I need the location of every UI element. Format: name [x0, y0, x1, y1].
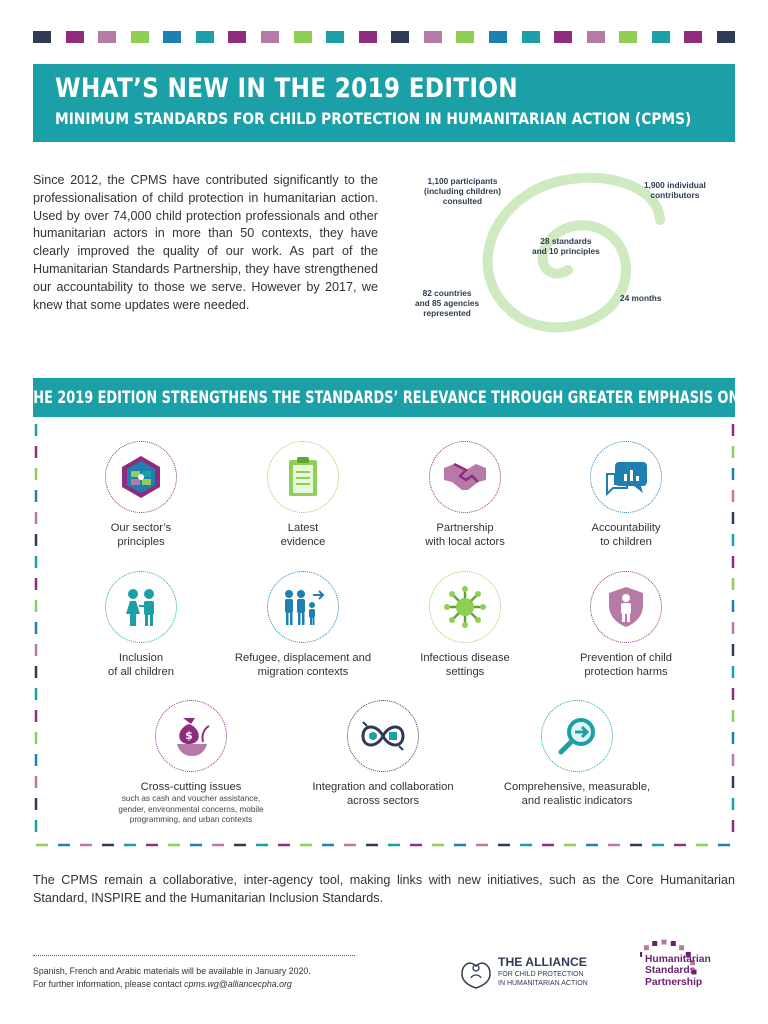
item-inclusion: [56, 571, 226, 680]
spiral-label-countries: 82 countries and 85 agencies represented: [415, 288, 480, 318]
item-label: Inclusion of all children: [108, 652, 174, 679]
spiral-label-participants: 1,100 participants (including children) consulted: [424, 176, 501, 206]
item-label: Cross-cutting issues: [140, 781, 242, 793]
integration-loop-icon: [347, 700, 419, 772]
footer-line-2: [33, 978, 311, 991]
children-icon: [105, 571, 177, 643]
speech-bubbles-icon: [590, 441, 662, 513]
item-partnership: [380, 441, 550, 550]
spiral-label-standards: 28 standards and 10 principles: [532, 236, 600, 256]
money-bag-icon: [155, 700, 227, 772]
closing-paragraph: The CPMS remain a collaborative, inter-agency tool, making links with new initiatives, such as the Core Humanitarian Standard, INSPIRE and the Humanitarian Inclusion Standards.: [33, 873, 735, 905]
hsp-logo-dot: [671, 941, 676, 946]
alliance-hands-icon: [458, 954, 494, 990]
magnifier-arrow-icon: [541, 700, 613, 772]
item-accountability: [541, 441, 711, 550]
family-walking-icon: [267, 571, 339, 643]
item-sublabel: such as cash and voucher assistance, gender, environmental concerns, mobile programming, and urban contexts: [118, 794, 264, 825]
alliance-logo-subtitle: FOR CHILD PROTECTION IN HUMANITARIAN ACTION: [498, 971, 588, 987]
virus-icon: [429, 571, 501, 643]
item-label: Accountability to children: [591, 522, 661, 549]
page-subtitle: MINIMUM STANDARDS FOR CHILD PROTECTION IN HUMANITARIAN ACTION (CPMS): [55, 109, 692, 128]
item-prevention: [541, 571, 711, 680]
item-label: Refugee, displacement and migration contexts: [234, 652, 372, 679]
item-label: Latest evidence: [280, 522, 326, 549]
shield-child-icon: [590, 571, 662, 643]
handshake-icon: [429, 441, 501, 513]
hsp-logo-dot: [662, 940, 667, 945]
contact-email-link[interactable]: cpms.wg@alliancecpha.org: [184, 978, 292, 989]
footer-divider: [33, 955, 355, 956]
spiral-label-contributors: 1,900 individual contributors: [644, 180, 706, 200]
footer-note: [33, 965, 311, 990]
svg-text:$: $: [185, 729, 193, 742]
principles-cube-icon: [105, 441, 177, 513]
clipboard-icon: [267, 441, 339, 513]
item-latest-evidence: [218, 441, 388, 550]
alliance-logo: [458, 952, 603, 992]
alliance-logo-title: THE ALLIANCE: [498, 955, 587, 969]
item-refugee: [218, 571, 388, 680]
hsp-logo-dot: [652, 941, 657, 946]
item-integration: [298, 700, 468, 809]
footer-line-1: Spanish, French and Arabic materials will be available in January 2020.: [33, 966, 311, 976]
item-label: Partnership with local actors: [425, 522, 505, 549]
item-indicators: [492, 700, 662, 809]
item-label: Comprehensive, measurable, and realistic indicators: [503, 781, 651, 808]
hsp-logo-dot: [644, 945, 649, 950]
item-label: Prevention of child protection harms: [579, 652, 673, 679]
page-title: WHAT’S NEW IN THE 2019 EDITION: [55, 73, 518, 104]
hsp-logo-dot: [640, 952, 642, 957]
item-label: Integration and collaboration across sectors: [312, 781, 454, 808]
hsp-logo-dot: [679, 945, 684, 950]
footer-contact-prefix: For further information, please contact: [33, 978, 185, 989]
emphasis-band-title: THE 2019 EDITION STRENGTHENS THE STANDARDS’ RELEVANCE THROUGH GREATER EMPHASIS ON:: [24, 388, 744, 407]
item-cross-cutting: [106, 700, 276, 826]
item-sector-principles: [56, 441, 226, 550]
spiral-label-months: 24 months: [620, 293, 662, 303]
item-label: Our sector’s principles: [110, 522, 172, 549]
hsp-logo: [640, 936, 745, 1006]
intro-paragraph: Since 2012, the CPMS have contributed significantly to the professionalisation of child protection in humanitarian action. Used by over 74,000 child protection professionals and other humanitarian actors in more than 50 contexts, they have clearly improved the quality of our work. As part of the Humanitarian Standards Partnership, they have strengthened our accountability to those we serve. However by 2017, we knew that some updates were needed.: [33, 173, 378, 312]
item-label: Infectious disease settings: [420, 652, 510, 679]
hsp-logo-text: Humanitarian Standards Partnership: [645, 954, 711, 988]
item-infectious: [380, 571, 550, 680]
